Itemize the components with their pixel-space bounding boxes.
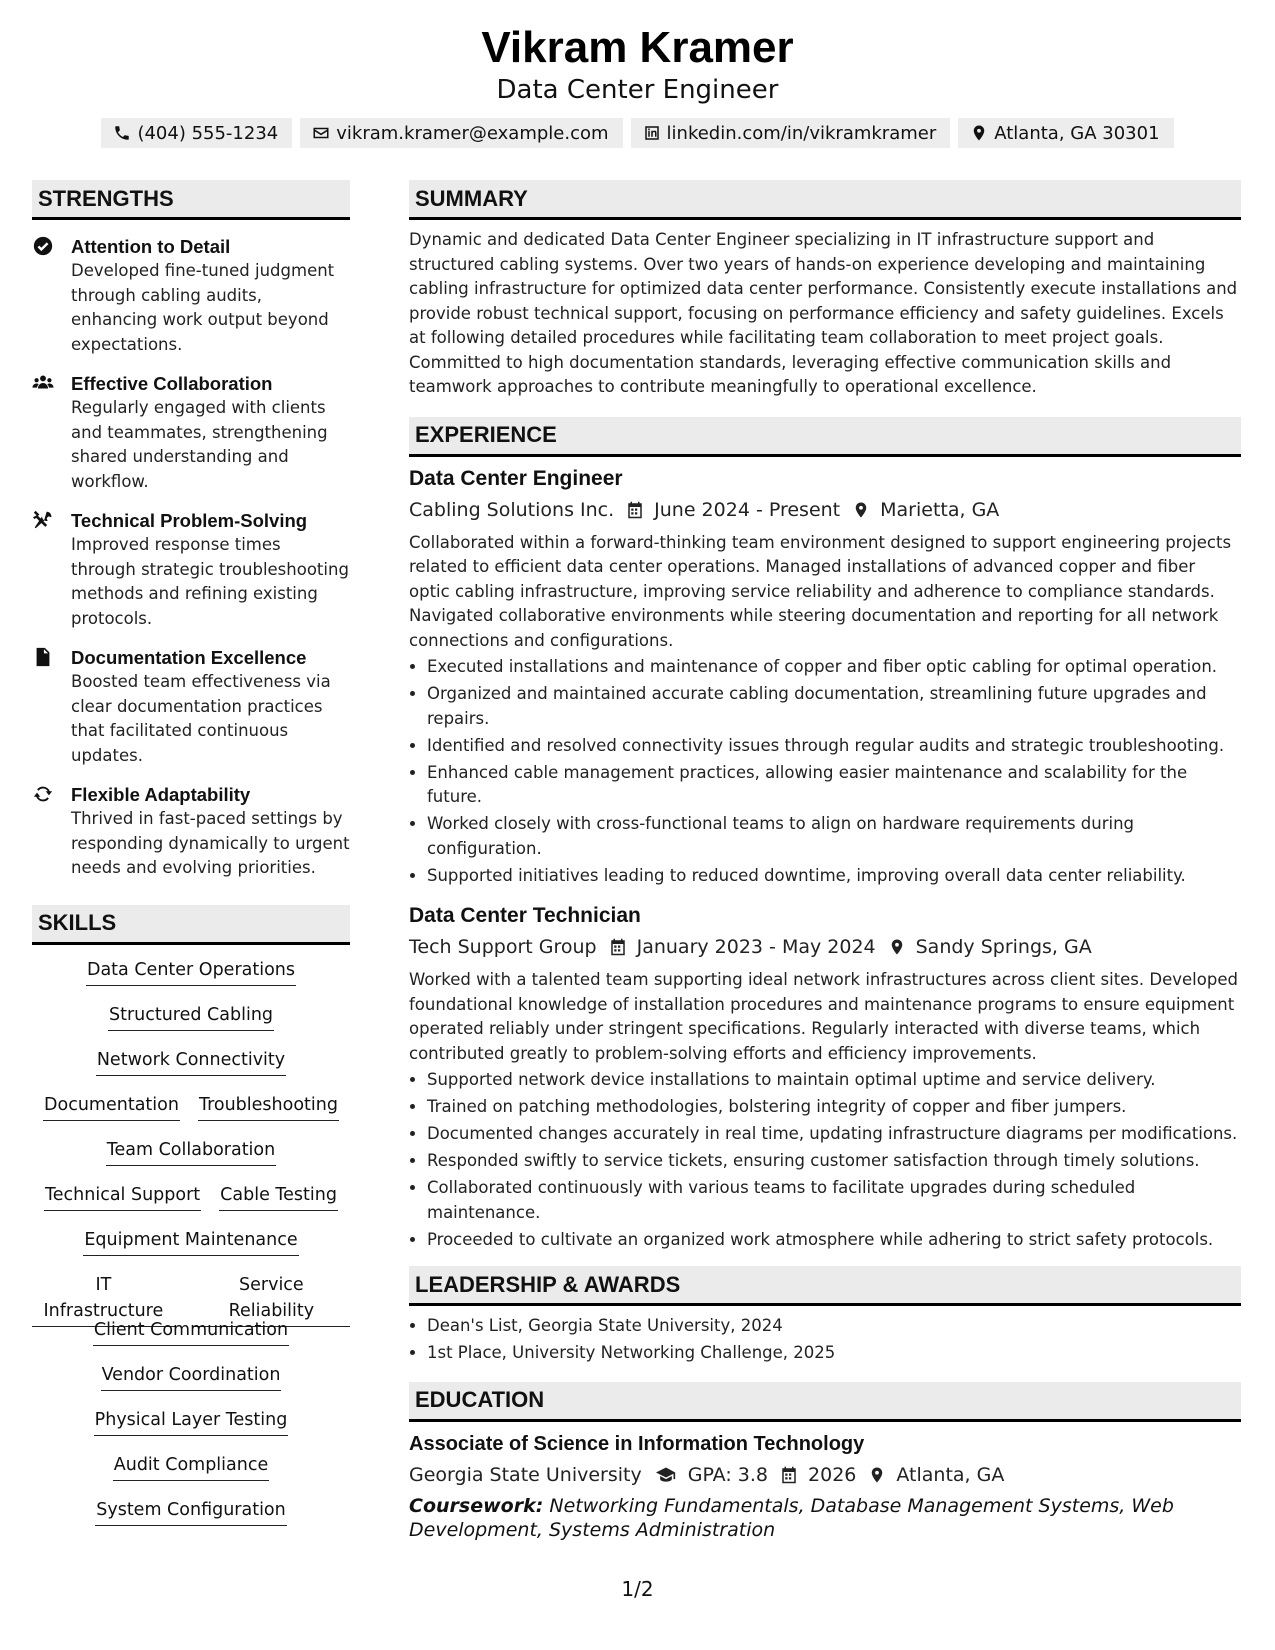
- envelope-icon: [312, 124, 330, 142]
- document-icon: [32, 646, 54, 668]
- skill-row: [32, 1137, 350, 1182]
- contact-location-text: Atlanta, GA 30301: [994, 122, 1160, 144]
- linkedin-icon: [643, 124, 661, 142]
- skill-row: [32, 1227, 350, 1272]
- skill-row: [32, 1407, 350, 1452]
- right-column: [409, 180, 1241, 1542]
- skill-row: [32, 1047, 350, 1092]
- job-description: Collaborated within a forward-thinking team environment designed to support engineering projects related to efficient data center operations. Managed installations of advanced copper and fiber optic cabling infrastructure, improving service reliability and adherence to compliance standards. Navigated collaborative environments while steering documentation and reporting for all network connections and configurations.: [409, 532, 1232, 650]
- skill-tag: Documentation: [43, 1092, 180, 1121]
- graduation-year: 2026: [808, 1463, 857, 1486]
- skill-tag: System Configuration: [95, 1497, 287, 1526]
- contact-bar: [0, 118, 1275, 148]
- coursework: [409, 1494, 1241, 1542]
- job-dates: June 2024 - Present: [654, 498, 841, 521]
- contact-phone[interactable]: [101, 118, 292, 148]
- job-location: Sandy Springs, GA: [915, 936, 1092, 958]
- list-item: • Responded swiftly to service tickets, ensuring customer satisfaction through timely solutions.: [427, 1149, 1241, 1174]
- skill-row: [32, 1497, 350, 1542]
- awards-heading: LEADERSHIP & AWARDS: [409, 1266, 1241, 1306]
- strength-item: [32, 508, 350, 631]
- education-location: Atlanta, GA: [896, 1463, 1005, 1486]
- list-item: • Documented changes accurately in real time, updating infrastructure diagrams per modifications.: [427, 1122, 1241, 1147]
- tools-icon: [32, 509, 54, 531]
- strength-item: [32, 234, 350, 357]
- strength-title: Effective Collaboration: [71, 373, 273, 394]
- contact-email-text: vikram.kramer@example.com: [336, 122, 609, 144]
- strength-title: Flexible Adaptability: [71, 784, 251, 805]
- strength-desc: Developed fine-tuned judgment through cabling audits, enhancing work output beyond expectations.: [71, 261, 335, 354]
- list-item: • Dean's List, Georgia State University, 2024: [427, 1314, 1241, 1339]
- strength-item: [32, 782, 350, 881]
- list-item: • Supported initiatives leading to reduced downtime, improving overall data center reliability.: [427, 864, 1241, 889]
- skill-tag: Cable Testing: [219, 1182, 338, 1211]
- skill-tag: Structured Cabling: [108, 1002, 274, 1031]
- page-number: 1/2: [621, 1577, 654, 1601]
- skill-tag: Team Collaboration: [106, 1137, 276, 1166]
- skill-tag: Client Communication: [93, 1317, 289, 1346]
- job-dates: January 2023 - May 2024: [636, 936, 876, 958]
- check-circle-icon: [32, 235, 54, 257]
- job-entry: [409, 902, 1241, 1252]
- graduation-cap-icon: [654, 1465, 678, 1485]
- left-column: [32, 180, 350, 1542]
- summary-heading: SUMMARY: [409, 180, 1241, 220]
- education-meta: [409, 1460, 1241, 1490]
- list-item: • Worked closely with cross-functional teams to align on hardware requirements during configuration.: [427, 812, 1241, 861]
- users-icon: [32, 372, 54, 394]
- job-title: Data Center Engineer: [409, 466, 623, 490]
- job-bullets: [409, 1068, 1241, 1252]
- skill-tag: Audit Compliance: [113, 1452, 269, 1481]
- skill-row: [32, 1182, 350, 1227]
- school-name: Georgia State University: [409, 1463, 642, 1486]
- list-item: • Identified and resolved connectivity issues through regular audits and strategic troubleshooting.: [427, 734, 1241, 759]
- sync-icon: [32, 783, 54, 805]
- skill-tag: Equipment Maintenance: [83, 1227, 298, 1256]
- contact-linkedin-text: linkedin.com/in/vikramkramer: [666, 122, 937, 144]
- strength-item: [32, 645, 350, 768]
- skill-tag: Troubleshooting: [198, 1092, 339, 1121]
- location-pin-icon: [888, 937, 906, 957]
- list-item: • Organized and maintained accurate cabling documentation, streamlining future upgrades and repairs.: [427, 682, 1241, 731]
- skill-tag: Service Reliability: [193, 1272, 350, 1327]
- skill-row: [32, 957, 350, 1002]
- strength-desc: Boosted team effectiveness via clear documentation practices that facilitated continuous updates.: [71, 672, 331, 765]
- job-bullets: [409, 655, 1241, 888]
- strength-title: Attention to Detail: [71, 236, 231, 257]
- skill-row: [32, 1452, 350, 1497]
- candidate-name: Vikram Kramer: [481, 23, 794, 72]
- skill-tag: Physical Layer Testing: [94, 1407, 289, 1436]
- strength-desc: Improved response times through strategic troubleshooting methods and refining existing protocols.: [71, 535, 349, 628]
- skill-tag: Data Center Operations: [86, 957, 296, 986]
- location-pin-icon: [852, 500, 870, 520]
- experience-heading: EXPERIENCE: [409, 417, 1241, 457]
- calendar-icon: [609, 937, 627, 957]
- list-item: • Trained on patching methodologies, bolstering integrity of copper and fiber jumpers.: [427, 1095, 1241, 1120]
- calendar-icon: [626, 500, 644, 520]
- job-title: Data Center Technician: [409, 904, 641, 927]
- skills-list: [32, 957, 350, 1542]
- location-pin-icon: [868, 1465, 886, 1485]
- job-company: Tech Support Group: [409, 936, 597, 958]
- job-meta: [409, 495, 1241, 525]
- skill-tag: IT Infrastructure: [32, 1272, 175, 1327]
- strength-desc: Thrived in fast-paced settings by responding dynamically to urgent needs and evolving priorities.: [71, 809, 350, 877]
- awards-list: [409, 1314, 1241, 1366]
- contact-email[interactable]: [300, 118, 622, 148]
- skill-row: [32, 1362, 350, 1407]
- skill-tag: Vendor Coordination: [101, 1362, 282, 1391]
- strength-title: Technical Problem-Solving: [71, 510, 308, 531]
- list-item: • Supported network device installations to maintain optimal uptime and service delivery.: [427, 1068, 1241, 1093]
- coursework-label: Coursework:: [409, 1494, 544, 1517]
- degree-title: Associate of Science in Information Technology: [409, 1432, 865, 1455]
- skill-tag: Technical Support: [44, 1182, 201, 1211]
- contact-phone-text: (404) 555-1234: [137, 122, 279, 144]
- strength-desc: Regularly engaged with clients and teammates, strengthening shared understanding and workflow.: [71, 398, 328, 491]
- skill-row: [32, 1002, 350, 1047]
- list-item: • 1st Place, University Networking Challenge, 2025: [427, 1341, 1241, 1366]
- strengths-heading: STRENGTHS: [32, 180, 350, 220]
- resume-header: [0, 22, 1275, 148]
- location-pin-icon: [970, 124, 988, 142]
- job-description: Worked with a talented team supporting ideal network infrastructures across client sites. Developed foundational knowledge of installation procedures and maintenance programs to ensure equipment operated reliably under stringent specifications. Regularly interacted with diverse teams, which contributed greatly to problem-solving efforts and efficiency improvements.: [409, 970, 1238, 1063]
- skill-tag: Network Connectivity: [96, 1047, 286, 1076]
- job-company: Cabling Solutions Inc.: [409, 498, 615, 521]
- skill-row: [32, 1272, 350, 1321]
- list-item: • Enhanced cable management practices, allowing easier maintenance and scalability for the future.: [427, 761, 1241, 810]
- calendar-icon: [780, 1465, 798, 1485]
- summary-text: Dynamic and dedicated Data Center Engineer specializing in IT infrastructure support and structured cabling systems. Over two years of hands-on experience developing and maintaining cabling infrastructure for optimized data center performance. Consistently execute installations and provide robust technical support, focusing on performance efficiency and safety guidelines. Excels at following detailed procedures while facilitating team collaboration to meet project goals. Committed to high documentation standards, leveraging effective communication skills and teamwork approaches to contribute meaningfully to operational excellence.: [409, 230, 1238, 396]
- list-item: • Collaborated continuously with various teams to facilitate upgrades during scheduled maintenance.: [427, 1176, 1241, 1225]
- strength-title: Documentation Excellence: [71, 647, 307, 668]
- education-heading: EDUCATION: [409, 1382, 1241, 1422]
- job-location: Marietta, GA: [880, 498, 1000, 521]
- list-item: • Executed installations and maintenance of copper and fiber optic cabling for optimal operation.: [427, 655, 1241, 680]
- skill-row: [32, 1092, 350, 1137]
- skills-heading: SKILLS: [32, 905, 350, 945]
- list-item: • Proceeded to cultivate an organized work atmosphere while adhering to strict safety protocols.: [427, 1228, 1241, 1253]
- strength-item: [32, 371, 350, 494]
- job-meta: [409, 932, 1241, 962]
- coursework-list: Networking Fundamentals, Database Management Systems, Web Development, Systems Administration: [409, 1494, 1174, 1541]
- job-entry: [409, 465, 1241, 889]
- gpa: GPA: 3.8: [687, 1463, 769, 1486]
- phone-icon: [113, 124, 131, 142]
- candidate-role: Data Center Engineer: [496, 75, 779, 105]
- contact-location: [958, 118, 1173, 148]
- contact-linkedin[interactable]: [631, 118, 951, 148]
